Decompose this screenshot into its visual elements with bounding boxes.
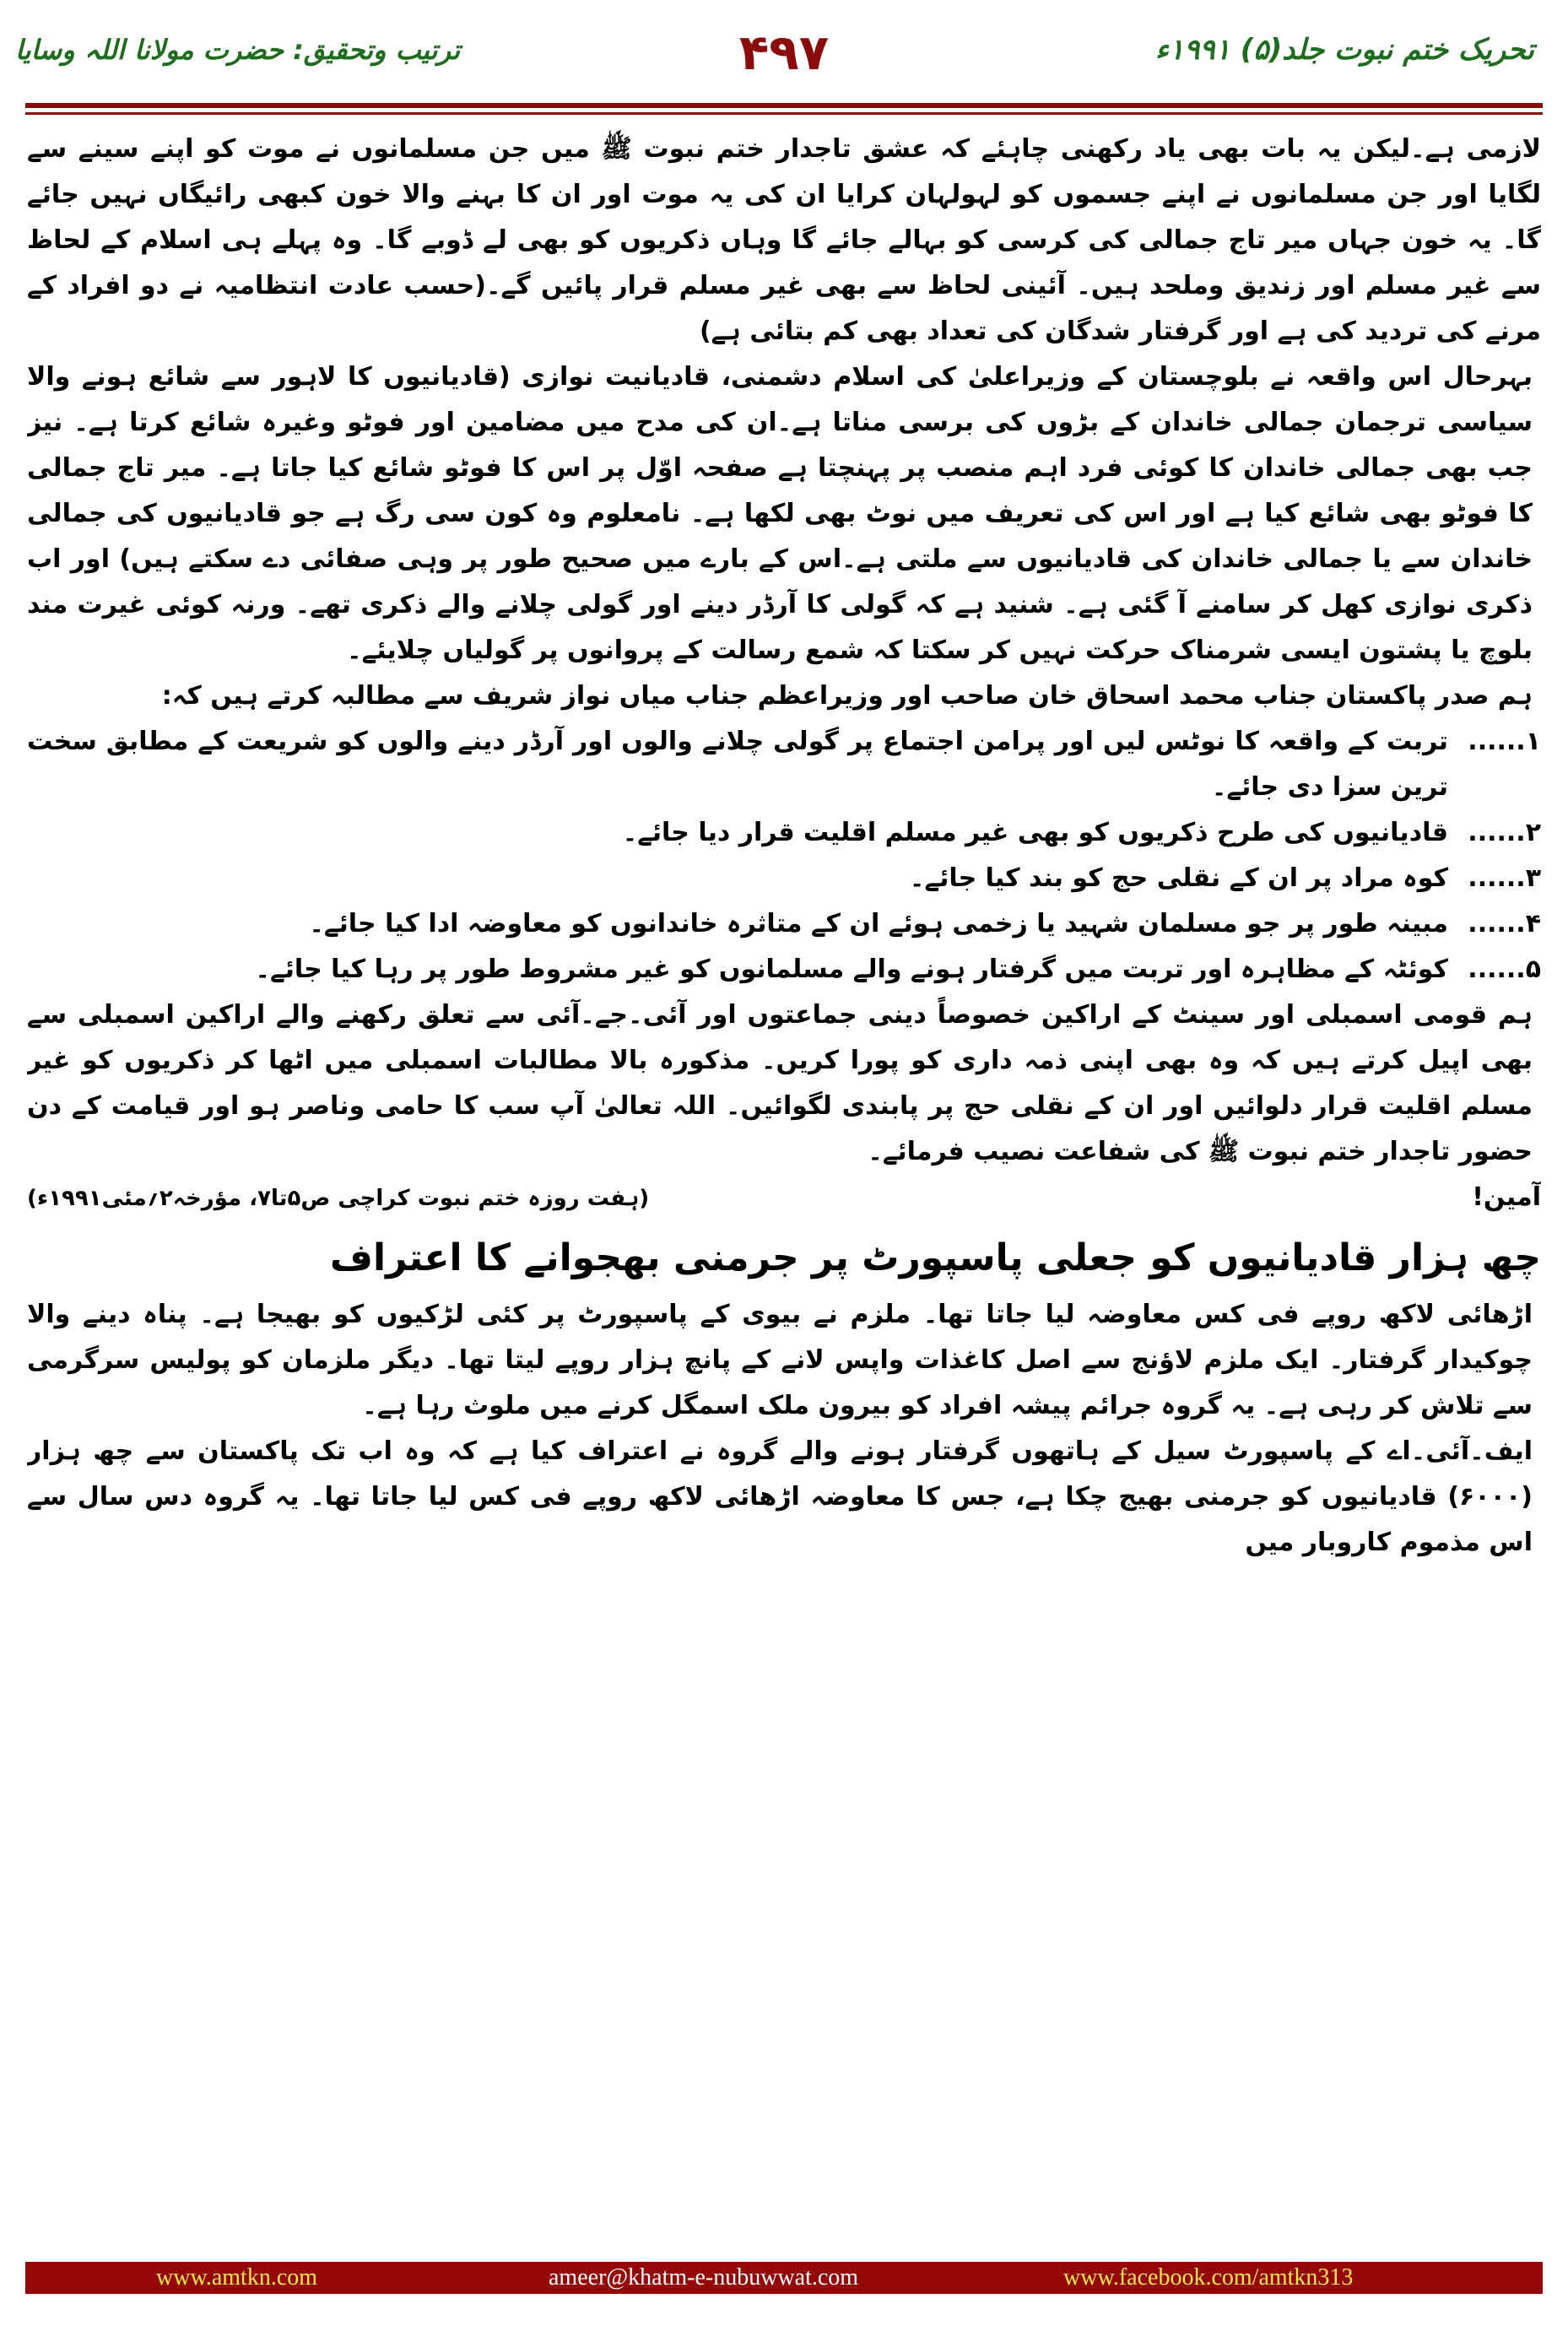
compiler-credit: ترتیب وتحقیق: حضرت مولانا اللہ وسایا <box>15 34 461 66</box>
page-header <box>0 0 1568 101</box>
demand-text: کوہ مراد پر ان کے نقلی حج کو بند کیا جائے۔ <box>909 863 1448 893</box>
demand-text: کوئٹہ کے مظاہرہ اور تربت میں گرفتار ہونے والے مسلمانوں کو غیر مشروط طور پر رہا کیا جائے۔ <box>255 955 1448 984</box>
demand-number: ۴...... <box>1468 909 1541 938</box>
source-citation: (ہفت روزہ ختم نبوت کراچی ص۵تا۷، مؤرخہ۲؍مئی۱۹۹۱ء) <box>27 1186 650 1211</box>
paragraph: اڑھائی لاکھ روپے فی کس معاوضہ لیا جاتا تھا۔ ملزم نے بیوی کے پاسپورٹ پر کئی لڑکیوں کو بھیجا ہے۔ پناہ دینے والا چوکیدار گرفتار۔ ایک ملزم لاؤنج سے اصل کاغذات واپس لانے کے پانچ ہزار روپے لیتا تھا۔ دیگر ملزمان کو پولیس سرگرمی سے تلاش کر رہی ہے۔ یہ گروہ جرائم پیشہ افراد کو بیرون ملک اسمگل کرنے میں ملوث رہا ہے۔ <box>27 1300 1533 1420</box>
page-number: ۴۹۷ <box>738 24 830 81</box>
demand-number: ۵...... <box>1468 955 1541 984</box>
facebook-link[interactable]: www.facebook.com/amtkn313 <box>1063 2264 1354 2291</box>
demand-number: ۲...... <box>1468 818 1541 847</box>
demand-item <box>27 719 1541 810</box>
demand-item <box>27 810 1541 856</box>
amen-text: آمین! <box>1472 1182 1541 1212</box>
section-heading: چھ ہزار قادیانیوں کو جعلی پاسپورٹ پر جرمنی بھجوانے کا اعتراف <box>329 1236 1541 1279</box>
demand-number: ۳...... <box>1468 863 1541 893</box>
header-divider-thick <box>25 103 1543 108</box>
page-footer <box>25 2262 1543 2294</box>
paragraph: ہم صدر پاکستان جناب محمد اسحاق خان صاحب اور وزیراعظم جناب میاں نواز شریف سے مطالبہ کرتے ہیں کہ: <box>161 681 1533 711</box>
demand-text: قادیانیوں کی طرح ذکریوں کو بھی غیر مسلم اقلیت قرار دیا جائے۔ <box>622 818 1448 847</box>
demand-text: مبینہ طور پر جو مسلمان شہید یا زخمی ہوئے ان کے متاثرہ خاندانوں کو معاوضہ ادا کیا جائے۔ <box>309 909 1448 938</box>
demand-item <box>27 856 1541 901</box>
website-link[interactable]: www.amtkn.com <box>156 2264 318 2291</box>
closing-row <box>27 1175 1541 1221</box>
paragraph: بہرحال اس واقعہ نے بلوچستان کے وزیراعلیٰ کی اسلام دشمنی، قادیانیت نوازی (قادیانیوں کا لاہور سے شائع ہونے والا سیاسی ترجمان جمالی خاندان کے بڑوں کی برسی مناتا ہے۔ان کی مدح میں مضامین اور فوٹو وغیرہ شائع کرتا ہے۔ نیز جب بھی جمالی خاندان کا کوئی فرد اہم منصب پر پہنچتا ہے صفحہ اوّل پر اس کا فوٹو شائع کیا جاتا ہے۔ میر تاج جمالی کا فوٹو بھی شائع کیا ہے اور اس کی تعریف میں نوٹ بھی لکھا ہے۔ نامعلوم وہ کون سی رگ ہے جو قادیانیوں کی جمالی خاندان سے یا جمالی خاندان کی قادیانیوں سے ملتی ہے۔اس کے بارے میں صحیح طور پر وہی صفائی دے سکتے ہیں) اور اب ذکری نوازی کھل کر سامنے آ گئی ہے۔ شنید ہے کہ گولی کا آرڈر دینے اور گولی چلانے والے ذکری تھے۔ ورنہ کوئی غیرت مند بلوچ یا پشتون ایسی شرمناک حرکت نہیں کر سکتا کہ شمع رسالت کے پروانوں پر گولیاں چلایئے۔ <box>27 362 1533 665</box>
book-title: تحریک ختم نبوت جلد(۵) ۱۹۹۱ء <box>1154 33 1534 67</box>
demand-text: تربت کے واقعہ کا نوٹس لیں اور پرامن اجتماع پر گولی چلانے والوں اور آرڈر دینے والوں کو شریعت کے مطابق سخت ترین سزا دی جائے۔ <box>27 727 1448 802</box>
paragraph: لازمی ہے۔لیکن یہ بات بھی یاد رکھنی چاہئے کہ عشق تاجدار ختم نبوت ﷺ میں جن مسلمانوں نے موت کو اپنے سینے سے لگایا اور جن مسلمانوں نے اپنے جسموں کو لہولہان کرایا ان کی یہ موت اور ان کا بہنے والا خون کبھی رائیگاں نہیں جائے گا۔ یہ خون جہاں میر تاج جمالی کی کرسی کو بہالے جائے گا وہاں ذکریوں کو بھی لے ڈوبے گا۔ وہ پہلے ہی اسلام کے لحاظ سے غیر مسلم اور زندیق وملحد ہیں۔ آئینی لحاظ سے بھی غیر مسلم قرار پائیں گے۔(حسب عادت انتظامیہ نے دو افراد کے مرنے کی تردید کی ہے اور گرفتار شدگان کی تعداد بھی کم بتائی ہے) <box>27 134 1541 346</box>
demand-item <box>27 947 1541 993</box>
paragraph: ایف۔آئی۔اے کے پاسپورٹ سیل کے ہاتھوں گرفتار ہونے والے گروہ نے اعتراف کیا ہے کہ وہ اب تک پاکستان سے چھ ہزار (۶۰۰۰) قادیانیوں کو جرمنی بھیج چکا ہے، جس کا معاوضہ اڑھائی لاکھ روپے فی کس لیا جاتا تھا۔ یہ گروہ دس سال سے اس مذموم کاروبار میں <box>27 1436 1533 1557</box>
demand-item <box>27 901 1541 947</box>
page-body <box>27 127 1541 2253</box>
demand-number: ۱...... <box>1468 727 1541 756</box>
appeal-paragraph: ہم قومی اسمبلی اور سینٹ کے اراکین خصوصاً دینی جماعتوں اور آئی۔جے۔آئی سے تعلق رکھنے والے اراکین اسمبلی سے بھی اپیل کرتے ہیں کہ وہ بھی اپنی ذمہ داری کو پورا کریں۔ مذکورہ بالا مطالبات اسمبلی میں اٹھا کر ذکریوں کو غیر مسلم اقلیت قرار دلوائیں اور ان کے نقلی حج پر پابندی لگوائیں۔ اللہ تعالیٰ آپ سب کا حامی وناصر ہو اور قیامت کے دن حضور تاجدار ختم نبوت ﷺ کی شفاعت نصیب فرمائے۔ <box>27 1000 1533 1166</box>
header-divider-thin <box>25 112 1543 115</box>
email-link[interactable]: ameer@khatm-e-nubuwwat.com <box>549 2264 859 2291</box>
